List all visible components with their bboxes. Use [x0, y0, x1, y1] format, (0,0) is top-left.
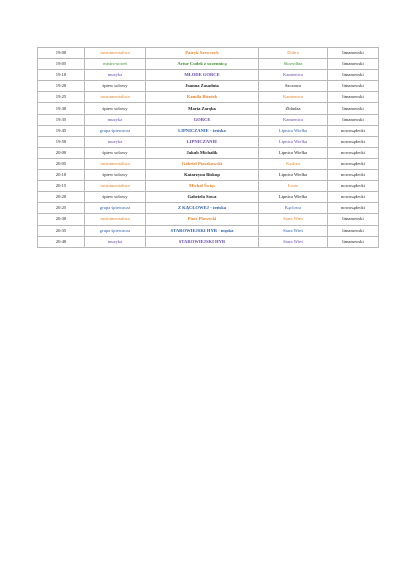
performer-name-cell: Piotr Plawecki [146, 214, 259, 225]
place-cell: Kąclowa [259, 203, 328, 214]
time-cell: 20:00 [38, 147, 85, 158]
table-row [38, 92, 379, 103]
table-row [38, 81, 379, 92]
category-cell: muzyka [85, 136, 146, 147]
region-cell: limanowski [328, 48, 379, 59]
time-cell: 20:15 [38, 181, 85, 192]
category-cell: śpiew solowy [85, 81, 146, 92]
category-cell: muzyka [85, 236, 146, 247]
place-cell: Skrzydlna [259, 59, 328, 70]
region-cell: nowosądecki [328, 136, 379, 147]
time-cell: 19:10 [38, 70, 85, 81]
category-cell: instrumentalista [85, 158, 146, 169]
performer-name-cell: MŁODE GORCE [146, 70, 259, 81]
table-row [38, 236, 379, 247]
table-row [38, 181, 379, 192]
table-row [38, 114, 379, 125]
performer-name-cell: Michał Święs [146, 181, 259, 192]
category-cell: grupa śpiewacza [85, 203, 146, 214]
schedule-body [38, 48, 379, 248]
schedule-table [37, 47, 379, 248]
time-cell: 19:45 [38, 125, 85, 136]
performer-name-cell: STAROWIEJSKI HYR - męska [146, 225, 259, 236]
performer-name-cell: Z KĄCŁOWEJ - żeńska [146, 203, 259, 214]
region-cell: limanowski [328, 214, 379, 225]
table-row [38, 158, 379, 169]
place-cell: Zbludza [259, 103, 328, 114]
time-cell: 19:35 [38, 114, 85, 125]
region-cell: nowosądecki [328, 192, 379, 203]
place-cell: Dobra [259, 48, 328, 59]
place-cell: Lipnica Wielka [259, 192, 328, 203]
table-row [38, 225, 379, 236]
region-cell: nowosądecki [328, 170, 379, 181]
performer-name-cell: Artur Cudek z uczennicą [146, 59, 259, 70]
region-cell: limanowski [328, 225, 379, 236]
performer-name-cell: STAROWIEJSKI HYR [146, 236, 259, 247]
time-cell: 20:25 [38, 203, 85, 214]
region-cell: limanowski [328, 70, 379, 81]
table-row [38, 192, 379, 203]
place-cell: Lipnica Wielka [259, 136, 328, 147]
time-cell: 20:20 [38, 192, 85, 203]
region-cell: limanowski [328, 59, 379, 70]
category-cell: śpiew solowy [85, 103, 146, 114]
time-cell: 20:35 [38, 225, 85, 236]
category-cell: śpiew solowy [85, 192, 146, 203]
category-cell: mistrz-uczeń [85, 59, 146, 70]
table-row [38, 103, 379, 114]
time-cell: 19:30 [38, 103, 85, 114]
place-cell: Kamienica [259, 92, 328, 103]
table-row [38, 170, 379, 181]
table-row [38, 70, 379, 81]
category-cell: śpiew solowy [85, 170, 146, 181]
performer-name-cell: Kamila Bieniek [146, 92, 259, 103]
time-cell: 19:05 [38, 59, 85, 70]
performer-name-cell: Maria Zaręba [146, 103, 259, 114]
table-row [38, 48, 379, 59]
time-cell: 19:20 [38, 81, 85, 92]
place-cell: Szczawa [259, 81, 328, 92]
time-cell: 19:50 [38, 136, 85, 147]
performer-name-cell: LIPNICZANIE [146, 136, 259, 147]
place-cell: Kadcza [259, 158, 328, 169]
region-cell: limanowski [328, 103, 379, 114]
category-cell: grupa śpiewacza [85, 225, 146, 236]
time-cell: 20:10 [38, 170, 85, 181]
category-cell: instrumentalista [85, 214, 146, 225]
place-cell: Stara Wieś [259, 214, 328, 225]
region-cell: limanowski [328, 92, 379, 103]
table-row [38, 147, 379, 158]
category-cell: instrumentalista [85, 181, 146, 192]
time-cell: 20:30 [38, 214, 85, 225]
region-cell: nowosądecki [328, 147, 379, 158]
place-cell: Stara Wieś [259, 225, 328, 236]
category-cell: grupa śpiewacza [85, 125, 146, 136]
place-cell: Stara Wieś [259, 236, 328, 247]
category-cell: śpiew solowy [85, 147, 146, 158]
region-cell: limanowski [328, 81, 379, 92]
performer-name-cell: Katarzyna Biskup [146, 170, 259, 181]
table-row [38, 214, 379, 225]
time-cell: 19:25 [38, 92, 85, 103]
region-cell: nowosądecki [328, 158, 379, 169]
performer-name-cell: GORCE [146, 114, 259, 125]
performer-name-cell: Patryk Szewczyk [146, 48, 259, 59]
region-cell: nowosądecki [328, 203, 379, 214]
table-row [38, 125, 379, 136]
performer-name-cell: Gabriela Sowa [146, 192, 259, 203]
category-cell: muzyka [85, 114, 146, 125]
place-cell: Kamienica [259, 114, 328, 125]
time-cell: 19:00 [38, 48, 85, 59]
region-cell: nowosądecki [328, 125, 379, 136]
region-cell: nowosądecki [328, 181, 379, 192]
place-cell: Lipnica Wielka [259, 147, 328, 158]
place-cell: Lipnica Wielka [259, 125, 328, 136]
category-cell: instrumentalista [85, 48, 146, 59]
time-cell: 20:40 [38, 236, 85, 247]
performer-name-cell: Jakub Michalik [146, 147, 259, 158]
place-cell: Lipnica Wielka [259, 170, 328, 181]
region-cell: limanowski [328, 114, 379, 125]
category-cell: instrumentalista [85, 92, 146, 103]
table-row [38, 136, 379, 147]
place-cell: Łosie [259, 181, 328, 192]
table-row [38, 203, 379, 214]
place-cell: Kamienica [259, 70, 328, 81]
category-cell: muzyka [85, 70, 146, 81]
performer-name-cell: Joanna Zasadnia [146, 81, 259, 92]
time-cell: 20:05 [38, 158, 85, 169]
region-cell: limanowski [328, 236, 379, 247]
performer-name-cell: Gabriel Ptaszkowski [146, 158, 259, 169]
table-row [38, 59, 379, 70]
performer-name-cell: LIPNICZANIE - żeńska [146, 125, 259, 136]
